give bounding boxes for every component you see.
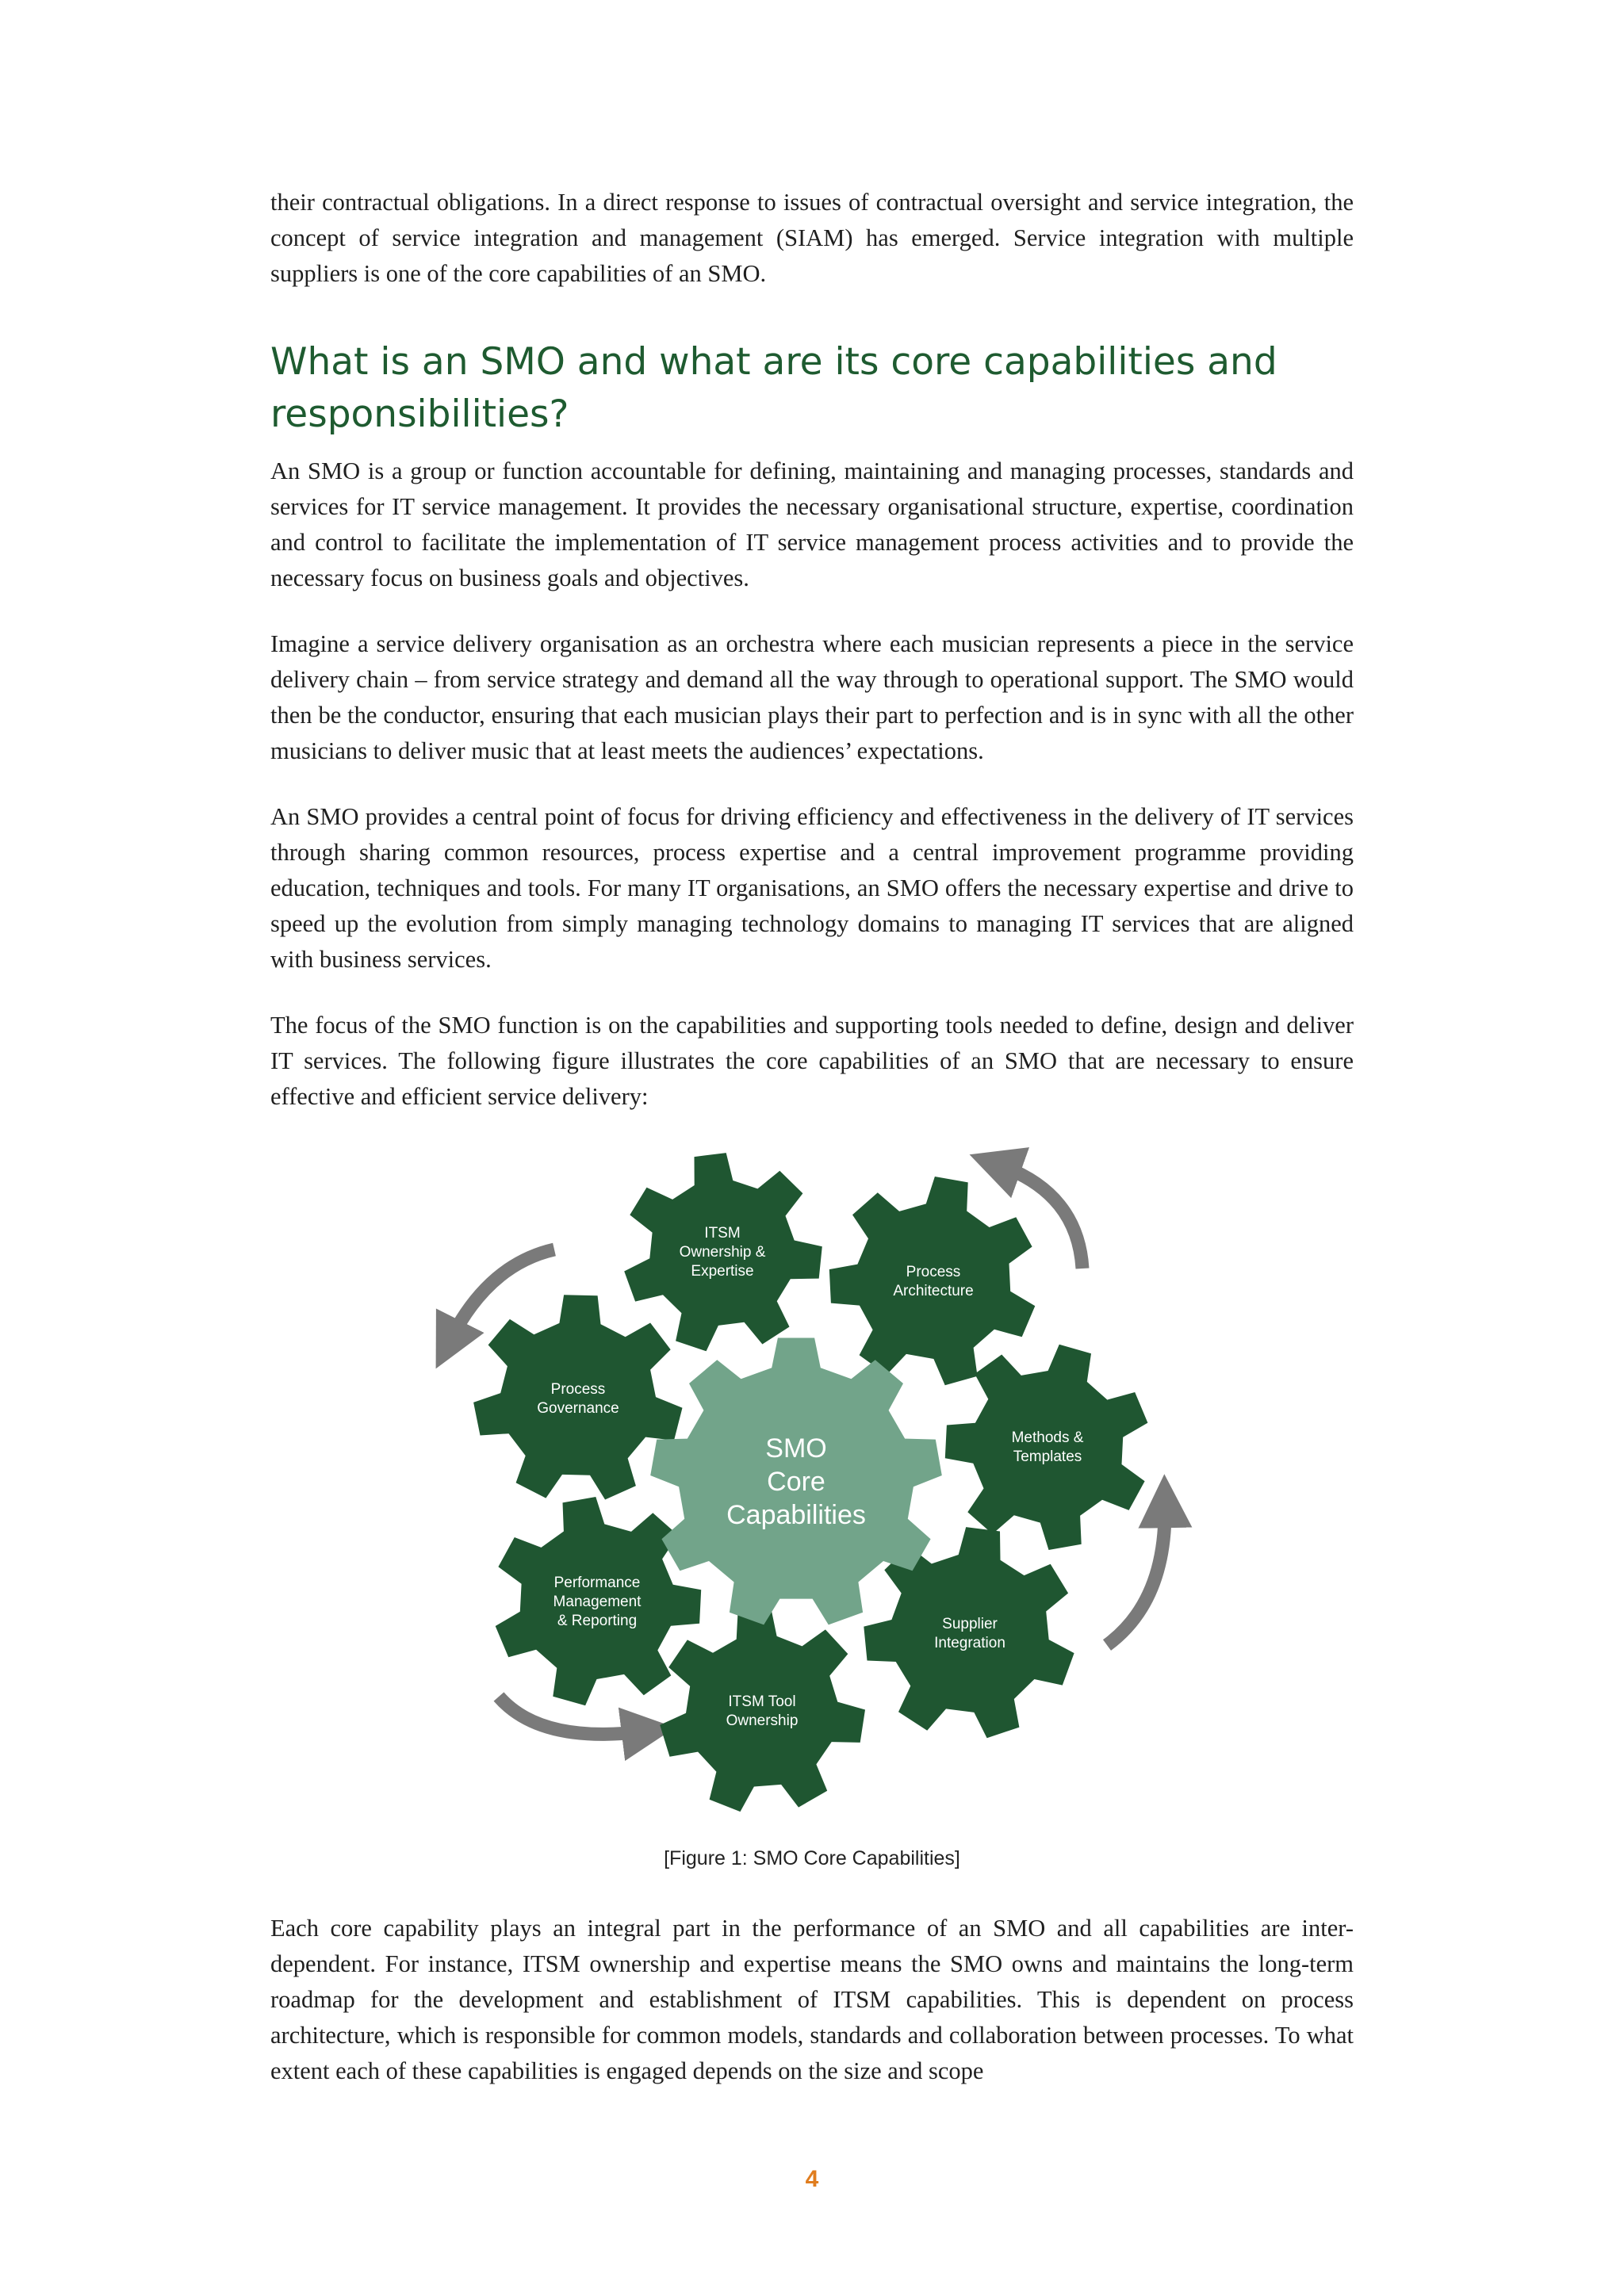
supplier-integration-label: Supplier Integration xyxy=(934,1616,1005,1651)
text-block-4 xyxy=(270,1008,1354,1115)
cycle-arrow-bottom-left xyxy=(499,1697,643,1734)
cycle-arrow-top-left xyxy=(450,1249,554,1340)
gear-diagram xyxy=(270,1126,1354,1831)
methods-templates-label: Methods & Templates xyxy=(1011,1429,1084,1465)
paragraph-3: An SMO provides a central point of focus for driving efficiency and effectiveness in the delivery of IT services through sharing common resources, process expertise and a central improvement programme providing education, techniques and tools. For many IT organisations, an SMO offers the necessary expertise and drive to speed up the evolution from simply managing technology domains to managing IT services that are aligned with business services. xyxy=(270,803,1354,973)
text-block-1 xyxy=(270,453,1354,596)
text-block-2 xyxy=(270,626,1354,769)
process-governance-label: Process Governance xyxy=(537,1381,619,1417)
paragraph-1: An SMO is a group or function accountable for defining, maintaining and managing processes, standards and services for IT service management. It provides the necessary organisational structure, expertise, coordination and control to facilitate the implementation of IT service management process activities and to provide the necessary focus on business goals and objectives. xyxy=(270,457,1354,591)
performance-management-label: Performance Management & Reporting xyxy=(553,1575,642,1629)
cycle-arrow-right xyxy=(1107,1506,1165,1645)
paragraph-4: The focus of the SMO function is on the capabilities and supporting tools needed to define, design and deliver IT services. The following figure illustrates the core capabilities of an SMO that are necessary to ensure effective and efficient service delivery: xyxy=(270,1012,1354,1110)
smo-core-capabilities-figure xyxy=(270,1126,1354,1831)
smo-core-label: SMO Core Capabilities xyxy=(726,1433,866,1530)
itsm-ownership-label: ITSM Ownership & Expertise xyxy=(679,1225,766,1280)
section-heading-block xyxy=(270,336,1354,441)
process-architecture-label: Process Architecture xyxy=(893,1264,974,1299)
text-block-intro xyxy=(270,185,1354,292)
page-number: 4 xyxy=(805,2166,819,2192)
process-architecture-gear xyxy=(829,1177,1036,1385)
text-block-3 xyxy=(270,799,1354,978)
paragraph-5: Each core capability plays an integral part in the performance of an SMO and all capabilities are inter-dependent. For instance, ITSM ownership and expertise means the SMO owns and maintains the long-term roadmap for the development and establishment of ITSM capabilities. This is dependent on process architecture, which is responsible for common models, standards and collaboration between processes. To what extent each of these capabilities is engaged depends on the size and scope xyxy=(270,1915,1354,2084)
itsm-tool-ownership-label: ITSM Tool Ownership xyxy=(726,1693,799,1729)
paragraph-intro: their contractual obligations. In a direct response to issues of contractual oversight and service integration, the concept of service integration and management (SIAM) has emerged. Service integration with multiple suppliers is one of the core capabilities of an SMO. xyxy=(270,189,1354,287)
paragraph-2: Imagine a service delivery organisation as an orchestra where each musician represents a piece in the service delivery chain – from service strategy and demand all the way through to operational support. The SMO would then be the conductor, ensuring that each musician plays their part to perfection and is in sync with all the other musicians to deliver music that at least meets the audiences’ expectations. xyxy=(270,630,1354,764)
section-heading: What is an SMO and what are its core capabilities and responsibilities? xyxy=(270,340,1277,436)
text-block-5 xyxy=(270,1911,1354,2089)
figure-caption: [Figure 1: SMO Core Capabilities] xyxy=(664,1847,960,1869)
